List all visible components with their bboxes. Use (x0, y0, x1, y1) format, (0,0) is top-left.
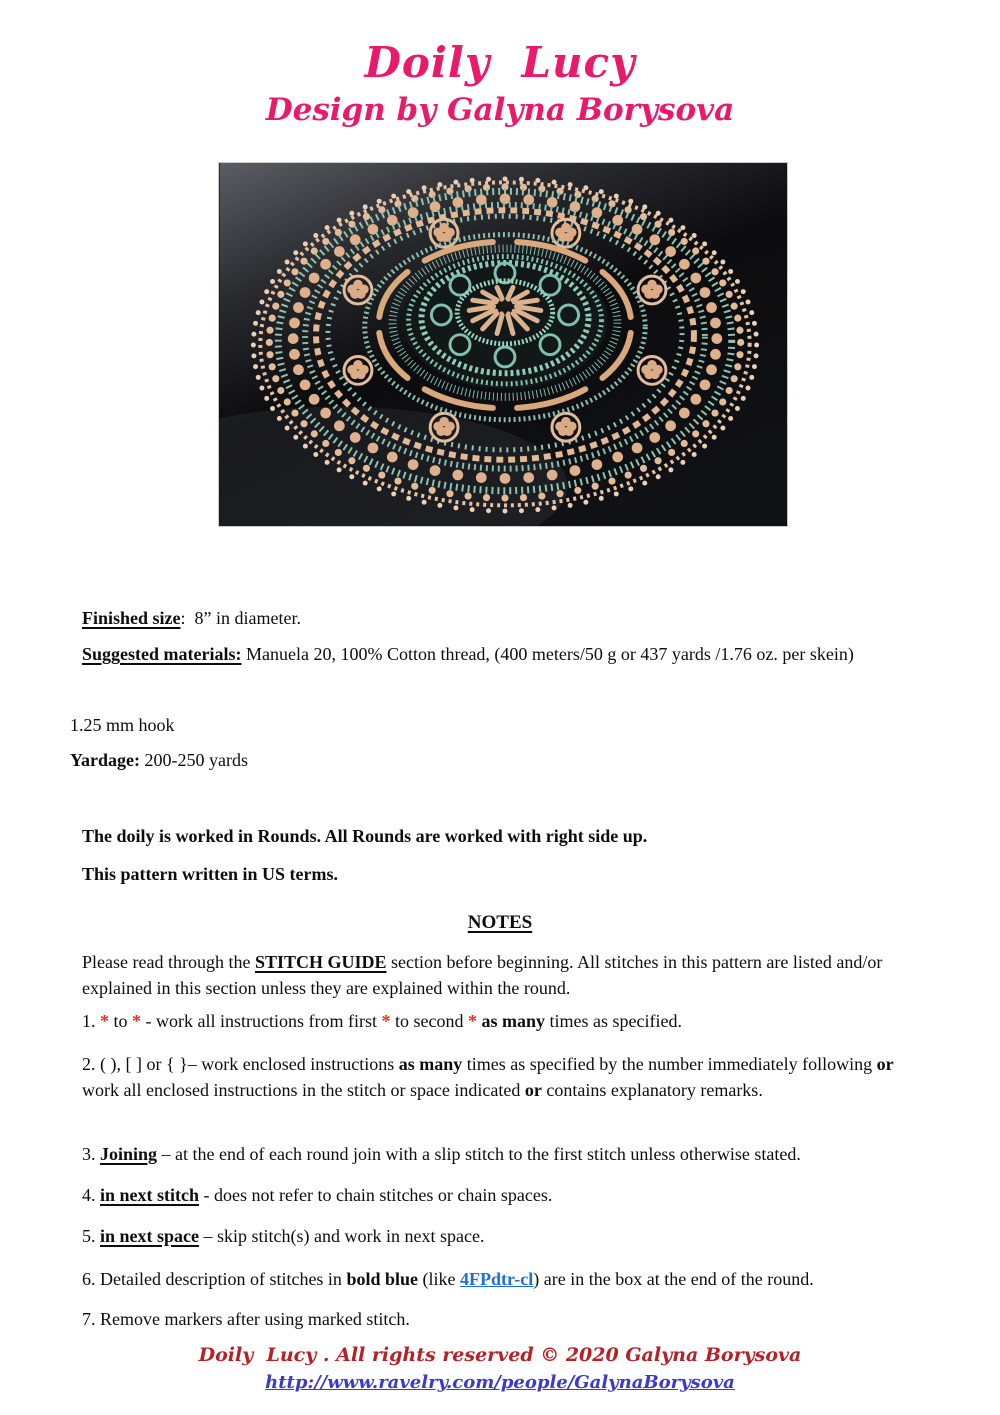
note-item-7: 7. Remove markers after using marked stitch. (82, 1309, 410, 1329)
statement-us-terms: This pattern written in US terms. (82, 864, 338, 884)
text-segment: 3. (82, 1144, 100, 1164)
underlined-term: in next stitch (100, 1185, 199, 1205)
text-segment: 200-250 yards (140, 750, 248, 770)
statement-rounds: The doily is worked in Rounds. All Rounds are worked with right side up. (82, 826, 648, 846)
footer-copyright: Doily Lucy . All rights reserved © 2020 Galyna Borysova (198, 1344, 802, 1366)
text-segment: 1. (82, 1011, 100, 1031)
materials-label: Suggested materials: (82, 644, 242, 664)
text-segment: 4. (82, 1185, 100, 1205)
spec-materials (82, 642, 934, 668)
doily-photo (218, 162, 788, 527)
bold-term: bold blue (346, 1269, 418, 1289)
asterisk: * (381, 1011, 391, 1031)
page-subtitle: Design by Galyna Borysova (265, 92, 735, 128)
note-item-2 (82, 1052, 934, 1103)
yardage-label: Yardage: (70, 750, 140, 770)
text-segment: Manuela 20, 100% Cotton thread, (400 meters/50 g or 437 yards /1.76 oz. per skein) (241, 644, 854, 664)
bold-term: or (524, 1079, 542, 1100)
note-item-4 (82, 1183, 934, 1209)
note-item-3 (82, 1142, 934, 1168)
note-item-5 (82, 1224, 934, 1250)
text-segment: to second (390, 1011, 468, 1031)
text-segment: (like (417, 1269, 460, 1289)
footer-link-line (0, 1372, 1000, 1393)
bold-term: as many (398, 1054, 463, 1074)
text-segment: 5. (82, 1226, 100, 1246)
note-item-1 (82, 1009, 934, 1035)
text-segment: to (109, 1011, 133, 1031)
spec-yardage (70, 748, 922, 774)
asterisk: * (132, 1011, 142, 1031)
text-segment: section before beginning. All stitches in this pattern are listed and/or explained in this section unless they are explained within the round. (82, 952, 887, 998)
text-segment: – at the end of each round join with a slip stitch to the first stitch unless otherwise stated. (157, 1144, 801, 1164)
text-segment: - work all instructions from first (141, 1011, 382, 1031)
bold-term: or (876, 1054, 894, 1074)
note-item-6 (82, 1267, 934, 1293)
notes-intro (82, 950, 934, 1001)
text-segment: Please read through the (82, 952, 255, 972)
text-segment: contains explanatory remarks. (541, 1079, 763, 1100)
notes-heading (0, 910, 1000, 936)
notes-heading-text: NOTES (467, 912, 533, 933)
text-segment: 2. ( ), [ ] or { }– work enclosed instructions (82, 1054, 399, 1074)
bold-term: as many (481, 1011, 545, 1031)
underlined-term: in next space (100, 1226, 199, 1246)
text-segment: - does not refer to chain stitches or chain spaces. (199, 1185, 553, 1205)
text-segment: 6. Detailed description of stitches in (82, 1269, 347, 1289)
asterisk: * (100, 1011, 109, 1031)
text-segment: : 8” in diameter. (180, 608, 301, 628)
ravelry-link[interactable]: http://www.ravelry.com/people/GalynaBorysova (265, 1372, 735, 1393)
doily-photo-illustration (219, 163, 787, 526)
spec-finished-size (82, 606, 934, 632)
text-segment: ) are in the box at the end of the round. (533, 1269, 814, 1289)
page-title: Doily Lucy (364, 38, 636, 87)
underlined-term: Joining (100, 1144, 158, 1164)
spec-hook: 1.25 mm hook (70, 715, 175, 735)
finished-size-label: Finished size (82, 608, 181, 628)
text-segment: work all enclosed instructions in the stitch or space indicated (82, 1054, 899, 1100)
asterisk: * (467, 1011, 477, 1031)
text-segment: times as specified. (544, 1011, 682, 1031)
stitch-guide-reference: STITCH GUIDE (254, 952, 387, 972)
text-segment: – skip stitch(s) and work in next space. (199, 1226, 485, 1246)
text-segment: times as specified by the number immediately following (462, 1054, 877, 1074)
stitch-guide-link[interactable]: 4FPdtr-cl (459, 1269, 534, 1289)
